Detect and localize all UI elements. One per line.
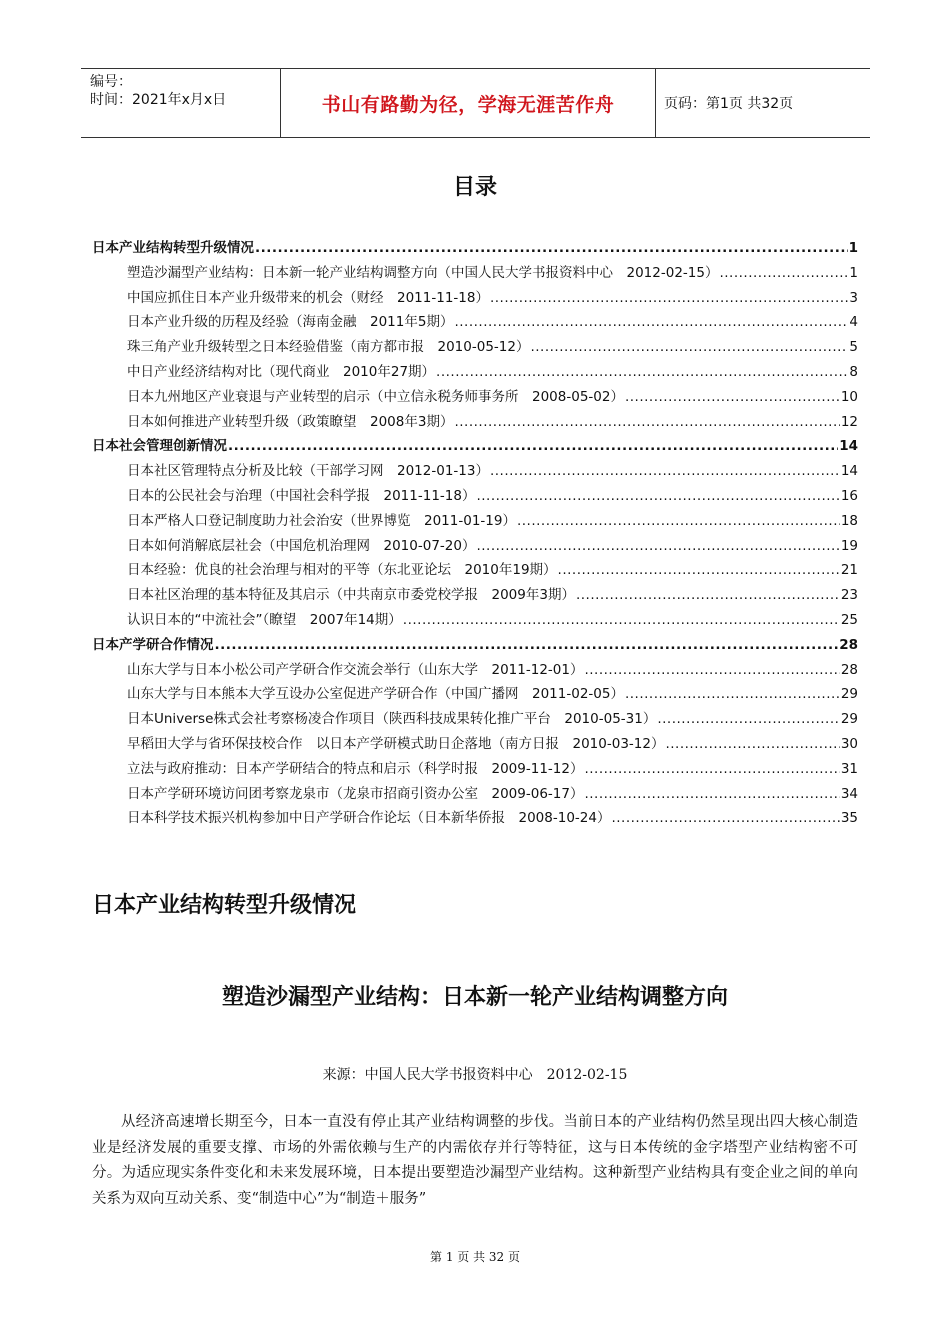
toc-entry-title: 日本经验：优良的社会治理与相对的平等（东北亚论坛 2010年19期） bbox=[127, 562, 557, 579]
toc-leader-dots bbox=[490, 290, 848, 306]
toc-chapter-entry[interactable] bbox=[92, 434, 858, 454]
toc-entry[interactable] bbox=[127, 534, 858, 554]
toc-chapter-entry[interactable] bbox=[92, 633, 858, 653]
page-footer: 第 1 页 共 32 页 bbox=[430, 1250, 520, 1264]
toc-entry[interactable] bbox=[127, 806, 858, 826]
toc-entry[interactable] bbox=[127, 682, 858, 702]
toc-leader-dots bbox=[228, 438, 838, 454]
toc-leader-dots bbox=[454, 314, 848, 330]
section-heading: 日本产业结构转型升级情况 bbox=[92, 893, 357, 918]
toc-leader-dots bbox=[719, 265, 848, 281]
toc-entry-page: 4 bbox=[849, 314, 858, 331]
toc-entry-page: 31 bbox=[840, 760, 858, 777]
toc-entry[interactable] bbox=[127, 310, 858, 330]
toc-entry-title: 珠三角产业升级转型之日本经验借鉴（南方都市报 2010-05-12） bbox=[127, 339, 530, 356]
toc-entry-page: 34 bbox=[840, 785, 858, 802]
header-page-code: 页码：第1页 共32页 bbox=[664, 96, 794, 112]
toc-leader-dots bbox=[255, 240, 848, 256]
header-meta bbox=[81, 69, 281, 137]
toc-entry-title: 日本产业结构转型升级情况 bbox=[92, 240, 254, 256]
toc-entry[interactable] bbox=[127, 757, 858, 777]
toc-entry[interactable] bbox=[127, 484, 858, 504]
toc-leader-dots bbox=[436, 364, 848, 380]
toc-leader-dots bbox=[584, 761, 839, 777]
toc-entry-page: 5 bbox=[849, 339, 858, 356]
toc-entry-page: 16 bbox=[840, 488, 858, 504]
toc-entry[interactable] bbox=[127, 286, 858, 306]
toc-leader-dots bbox=[476, 538, 839, 554]
toc-leader-dots bbox=[517, 513, 840, 529]
toc-entry-page: 8 bbox=[849, 364, 858, 380]
toc-entry[interactable] bbox=[127, 459, 858, 479]
toc-title: 目录 bbox=[452, 175, 497, 200]
toc-entry[interactable] bbox=[127, 707, 858, 727]
toc-entry-title: 日本产学研合作情况 bbox=[92, 636, 214, 653]
toc-entry-page: 25 bbox=[840, 612, 858, 628]
toc-entry-title: 日本Universe株式会社考察杨凌合作项目（陕西科技成果转化推广平台 2010-05-31） bbox=[127, 711, 657, 728]
toc-entry-title: 日本九州地区产业衰退与产业转型的启示（中立信永税务师事务所 2008-05-02） bbox=[127, 388, 624, 405]
toc-entry-page: 35 bbox=[840, 810, 858, 827]
toc-entry-page: 29 bbox=[840, 711, 858, 728]
toc-entry-title: 日本的公民社会与治理（中国社会科学报 2011-11-18） bbox=[127, 488, 476, 504]
toc-entry-title: 日本社会管理创新情况 bbox=[92, 438, 227, 455]
toc-entry[interactable] bbox=[127, 509, 858, 529]
toc-entry-title: 山东大学与日本熊本大学互设办公室促进产学研合作（中国广播网 2011-02-05） bbox=[127, 686, 624, 703]
toc-entry-page: 18 bbox=[840, 512, 858, 529]
toc-entry[interactable] bbox=[127, 732, 858, 752]
toc-leader-dots bbox=[476, 488, 839, 504]
toc-entry[interactable] bbox=[127, 583, 858, 603]
toc-leader-dots bbox=[657, 711, 839, 727]
toc-leader-dots bbox=[576, 587, 840, 603]
toc-entry-page: 3 bbox=[849, 289, 858, 306]
toc-entry-title: 山东大学与日本小松公司产学研合作交流会举行（山东大学 2011-12-01） bbox=[127, 661, 584, 678]
toc-entry-title: 日本科学技术振兴机构参加中日产学研合作论坛（日本新华侨报 2008-10-24） bbox=[127, 810, 611, 827]
header-motto: 书山有路勤为径，学海无涯苦作舟 bbox=[281, 69, 656, 137]
toc-leader-dots bbox=[625, 389, 840, 405]
toc-entry-title: 日本如何消解底层社会（中国危机治理网 2010-07-20） bbox=[127, 537, 476, 554]
toc-leader-dots bbox=[530, 339, 848, 355]
toc-entry-page: 14 bbox=[840, 463, 858, 480]
toc-leader-dots bbox=[215, 637, 839, 653]
header-time: 时间：2021年x月x日 bbox=[90, 92, 227, 108]
toc-leader-dots bbox=[665, 736, 839, 752]
article-title: 塑造沙漏型产业结构：日本新一轮产业结构调整方向 bbox=[221, 985, 728, 1010]
toc-entry-title: 日本产业升级的历程及经验（海南金融 2011年5期） bbox=[127, 314, 454, 331]
toc-entry-page: 12 bbox=[840, 413, 858, 430]
toc-entry-title: 日本社区治理的基本特征及其启示（中共南京市委党校学报 2009年3期） bbox=[127, 587, 575, 604]
toc-entry-title: 中国应抓住日本产业升级带来的机会（财经 2011-11-18） bbox=[127, 289, 489, 306]
toc-entry-title: 早稻田大学与省环保技校合作 以日本产学研模式助日企落地（南方日报 2010-03-12） bbox=[127, 736, 665, 752]
toc-entry-page: 1 bbox=[849, 264, 858, 281]
toc-entry-title: 日本社区管理特点分析及比较（干部学习网 2012-01-13） bbox=[127, 463, 489, 480]
toc-entry-title: 塑造沙漏型产业结构：日本新一轮产业结构调整方向（中国人民大学书报资料中心 2012-02-15） bbox=[127, 264, 719, 281]
toc-entry-title: 认识日本的“中流社会”（瞭望 2007年14期） bbox=[127, 612, 402, 628]
page-header bbox=[81, 68, 870, 138]
toc-entry-page: 28 bbox=[840, 661, 858, 678]
toc-entry[interactable] bbox=[127, 658, 858, 678]
toc-leader-dots bbox=[490, 463, 840, 479]
toc-entry-page: 30 bbox=[840, 736, 858, 752]
toc-entry-title: 日本严格人口登记制度助力社会治安（世界博览 2011-01-19） bbox=[127, 512, 516, 529]
header-number: 编号： bbox=[90, 74, 132, 90]
toc-leader-dots bbox=[454, 414, 839, 430]
toc-entry[interactable] bbox=[127, 360, 858, 380]
toc-entry-title: 日本产学研环境访问团考察龙泉市（龙泉市招商引资办公室 2009-06-17） bbox=[127, 785, 584, 802]
toc-leader-dots bbox=[403, 612, 840, 628]
toc-entry[interactable] bbox=[127, 782, 858, 802]
toc-entry-title: 日本如何推进产业转型升级（政策瞭望 2008年3期） bbox=[127, 413, 454, 430]
toc-entry-page: 1 bbox=[848, 240, 858, 256]
toc-leader-dots bbox=[558, 562, 840, 578]
toc-entry-page: 14 bbox=[839, 438, 858, 455]
article-paragraph: 从经济高速增长期至今，日本一直没有停止其产业结构调整的步伐。当前日本的产业结构仍然呈现出四大核心制造业是经济发展的重要支撑、市场的外需依赖与生产的内需依存并行等特征，这与日本传统的金字塔型产业结构密不可分。为适应现实条件变化和未来发展环境，日本提出要塑造沙漏型产业结构。这种新型产业结构具有变企业之间的单向关系为双向互动关系、变“制造中心”为“制造＋服务” bbox=[92, 1114, 858, 1207]
toc-entry-page: 19 bbox=[840, 537, 858, 554]
toc-entry[interactable] bbox=[127, 608, 858, 628]
toc-entry-page: 23 bbox=[840, 587, 858, 604]
toc-entry-page: 28 bbox=[839, 636, 858, 653]
toc-entry[interactable] bbox=[127, 335, 858, 355]
article-source: 来源：中国人民大学书报资料中心 2012-02-15 bbox=[322, 1067, 628, 1083]
toc-entry-title: 中日产业经济结构对比（现代商业 2010年27期） bbox=[127, 364, 436, 380]
toc-leader-dots bbox=[584, 786, 839, 802]
toc-entry[interactable] bbox=[127, 558, 858, 578]
toc-entry-page: 21 bbox=[840, 562, 858, 579]
toc-leader-dots bbox=[625, 686, 840, 702]
toc-entry-title: 立法与政府推动：日本产学研结合的特点和启示（科学时报 2009-11-12） bbox=[127, 760, 584, 777]
toc-entry-page: 10 bbox=[840, 388, 858, 405]
toc-entry[interactable] bbox=[127, 261, 858, 281]
toc-entry-page: 29 bbox=[840, 686, 858, 703]
toc-chapter-entry[interactable] bbox=[92, 236, 858, 256]
toc-entry[interactable] bbox=[127, 410, 858, 430]
toc-entry[interactable] bbox=[127, 385, 858, 405]
toc-leader-dots bbox=[584, 662, 839, 678]
toc-leader-dots bbox=[611, 810, 839, 826]
